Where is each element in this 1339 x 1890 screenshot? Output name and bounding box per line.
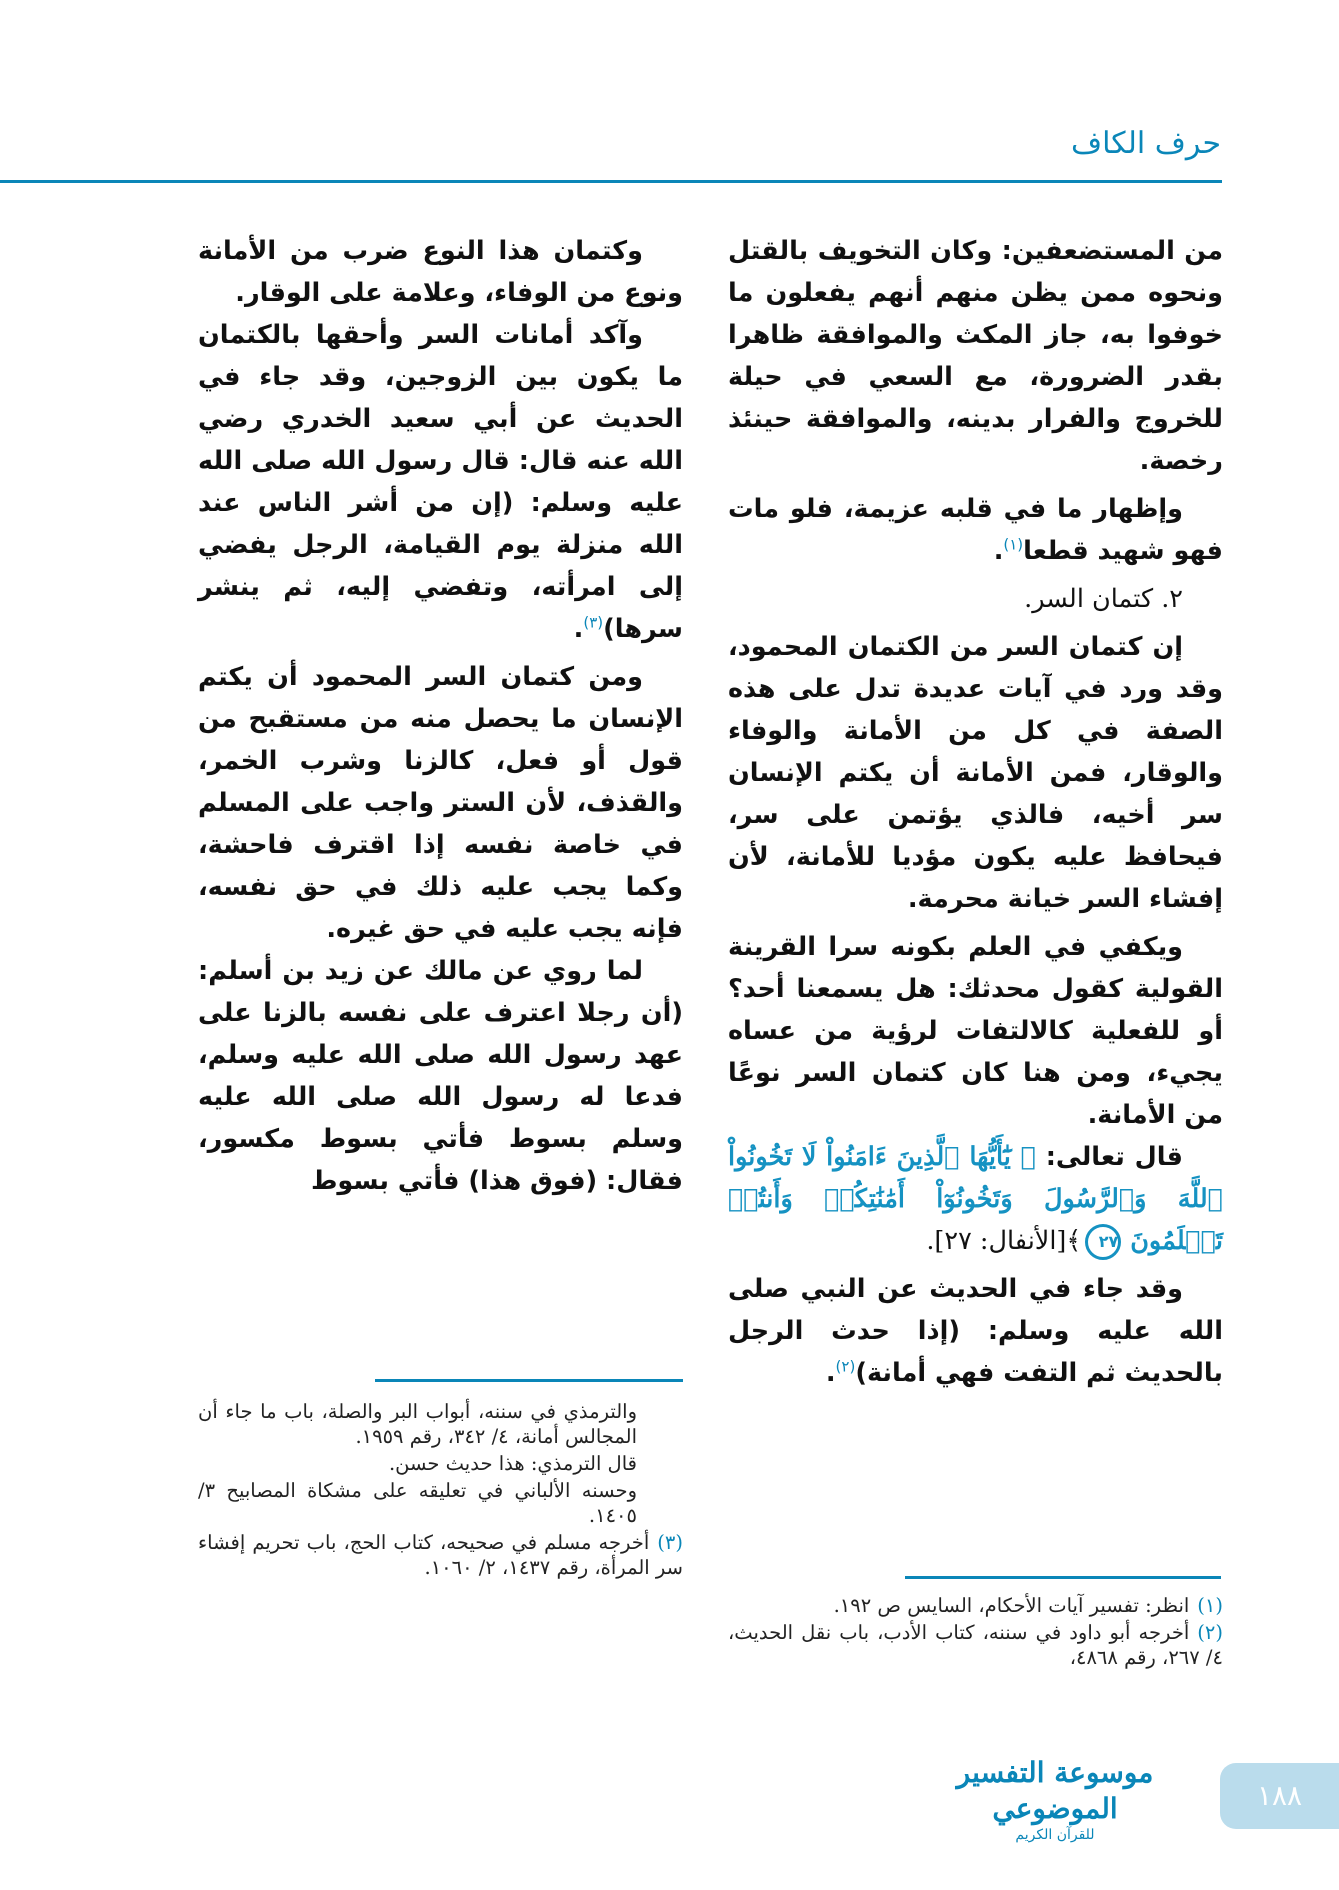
footnote-continuation: والترمذي في سننه، أبواب البر والصلة، باب ما جاء أن المجالس أمانة، ٤/ ٣٤٢، رقم ١٩٥٩. xyxy=(198,1400,637,1448)
footnote-text: أخرجه أبو داود في سننه، كتاب الأدب، باب نقل الحديث، ٤/ ٢٦٧، رقم ٤٨٦٨، xyxy=(728,1621,1223,1669)
footnote-ref[interactable]: (٢) xyxy=(835,1357,856,1376)
quran-verse: ﴿ يَٰٓأَيُّهَا ٱلَّذِينَ ءَامَنُواْ لَا تَخُونُواْ ٱللَّهَ وَٱلرَّسُولَ وَتَخُونُوٓاْ أَمَٰنَٰتِكُمۡ وَأَنتُمۡ تَعۡلَمُونَ xyxy=(728,1142,1223,1256)
paragraph: ويكفي في العلم بكونه سرا القرينة القولية كقول محدثك: هل يسمعنا أحد؟ أو للفعلية كالالتفات لرؤية من عساه يجيء، ومن هنا كان كتمان السر نوعًا من الأمانة. xyxy=(728,932,1223,1130)
footnote xyxy=(728,1620,1223,1670)
surah-reference: ﴾[الأنفال: ٢٧]. xyxy=(926,1226,1082,1256)
footnote-ref[interactable]: (٣) xyxy=(583,613,604,632)
paragraph xyxy=(198,314,683,650)
footnote xyxy=(198,1530,683,1580)
paragraph-text: وإظهار ما في قلبه عزيمة، فلو مات فهو شهيد قطعا xyxy=(728,494,1223,566)
footnotes-left xyxy=(198,1399,683,1582)
footnote xyxy=(728,1593,1223,1618)
header-divider xyxy=(0,180,1222,183)
paragraph: من المستضعفين: وكان التخويف بالقتل ونحوه ممن يظن منهم أنهم يفعلون ما خوفوا به، جاز المكث والموافقة ظاهرا بقدر الضرورة، مع السعي في حيلة للخروج والفرار بدينه، والموافقة حينئذ رخصة. xyxy=(728,236,1223,476)
section-heading: ٢. كتمان السر. xyxy=(1024,584,1183,614)
period: . xyxy=(825,1358,836,1388)
quran-citation xyxy=(728,1136,1223,1262)
footnote-number: (١) xyxy=(1197,1594,1223,1617)
paragraph xyxy=(728,1268,1223,1394)
footnote-note: قال الترمذي: هذا حديث حسن. xyxy=(388,1452,637,1475)
footnote-number: (٣) xyxy=(657,1531,683,1554)
footnote-note: وحسنه الألباني في تعليقه على مشكاة المصابيح ٣/ ١٤٠٥. xyxy=(198,1479,637,1527)
period: . xyxy=(993,536,1004,566)
encyclopedia-logo xyxy=(930,1755,1180,1843)
paragraph xyxy=(728,488,1223,572)
paragraph: لما روي عن مالك عن زيد بن أسلم: (أن رجلا اعترف على نفسه بالزنا على عهد رسول الله صلى الله عليه وسلم، فدعا له رسول الله صلى الله عليه وسلم بسوط فأتي بسوط مكسور، فقال: (فوق هذا) فأتي بسوط xyxy=(198,956,683,1196)
chapter-title: حرف الكاف xyxy=(1070,126,1221,161)
footnote-text: أخرجه مسلم في صحيحه، كتاب الحج، باب تحريم إفشاء سر المرأة، رقم ١٤٣٧، ٢/ ١٠٦٠. xyxy=(198,1531,683,1579)
paragraph: وكتمان هذا النوع ضرب من الأمانة ونوع من الوفاء، وعلامة على الوقار. xyxy=(198,236,683,308)
footnote-ref[interactable]: (١) xyxy=(1003,535,1024,554)
left-column xyxy=(198,230,683,1202)
paragraph: ومن كتمان السر المحمود أن يكتم الإنسان ما يحصل منه من مستقبح من قول أو فعل، كالزنا وشرب الخمر، والقذف، لأن الستر واجب على المسلم في خاصة نفسه إذا اقترف فاحشة، وكما يجب عليه ذلك في حق نفسه، فإنه يجب عليه في حق غيره. xyxy=(198,662,683,944)
paragraph-text: وآكد أمانات السر وأحقها بالكتمان ما يكون بين الزوجين، وقد جاء في الحديث عن أبي سعيد الخدري رضي الله عنه قال: قال رسول الله صلى الله عليه وسلم: (إن من أشر الناس عند الله منزلة يوم القيامة، الرجل يفضي إلى امرأته، وتفضي إليه، ثم ينشر سرها) xyxy=(198,320,683,644)
footnote-text: انظر: تفسير آيات الأحكام، السايس ص ١٩٢. xyxy=(833,1594,1190,1617)
paragraph-text: وقد جاء في الحديث عن النبي صلى الله عليه وسلم: (إذا حدث الرجل بالحديث ثم التفت فهي أمانة) xyxy=(728,1274,1223,1388)
footnote-divider xyxy=(375,1379,683,1382)
footnote-number: (٢) xyxy=(1197,1621,1223,1644)
logo-subtitle: للقرآن الكريم xyxy=(1015,1827,1095,1843)
quran-intro: قال تعالى: xyxy=(1035,1142,1183,1172)
right-column xyxy=(728,230,1223,1394)
footnotes-right xyxy=(728,1593,1223,1672)
footnote-divider xyxy=(905,1576,1221,1579)
period: . xyxy=(573,614,584,644)
paragraph: إن كتمان السر من الكتمان المحمود، وقد ورد في آيات عديدة تدل على هذه الصفة في كل من الأمانة والوفاء والوقار، فمن الأمانة أن يكتم الإنسان سر أخيه، فالذي يؤتمن على سر، فيحافظ عليه يكون مؤديا للأمانة، لأن إفشاء السر خيانة محرمة. xyxy=(728,632,1223,914)
ayah-number-icon: ٢٧ xyxy=(1085,1224,1121,1260)
logo-title: موسوعة التفسير الموضوعي xyxy=(956,1756,1154,1825)
page-number: ١٨٨ xyxy=(1220,1763,1339,1829)
